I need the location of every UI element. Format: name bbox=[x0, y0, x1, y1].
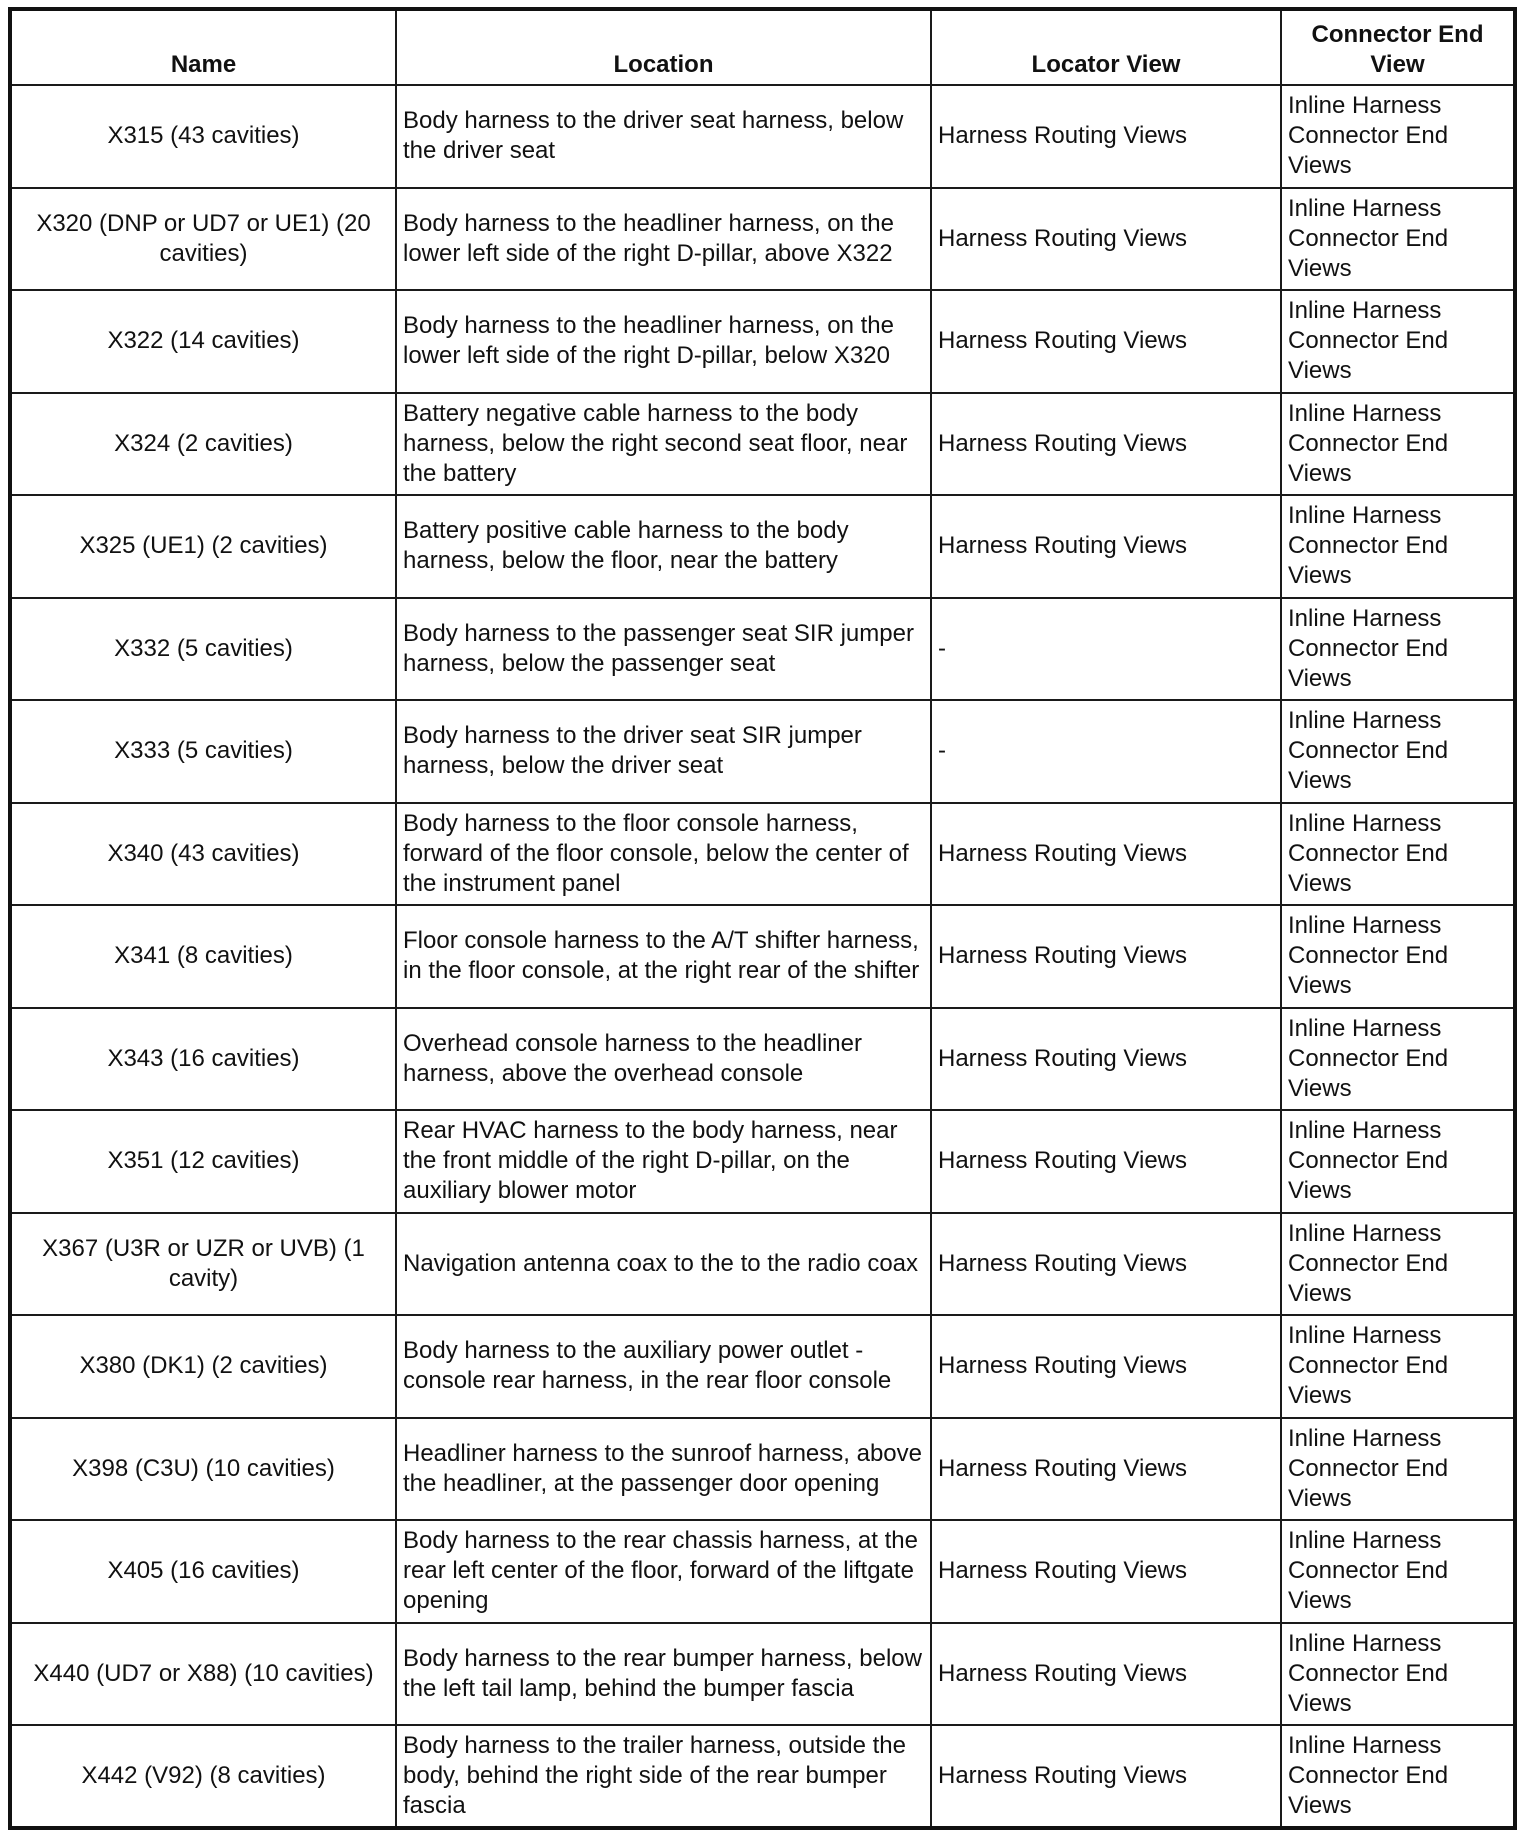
table-row bbox=[10, 598, 1515, 701]
table-row bbox=[10, 1110, 1515, 1213]
table-cell-locator-view: Harness Routing Views bbox=[931, 1008, 1281, 1111]
table-cell-locator-view: Harness Routing Views bbox=[931, 803, 1281, 906]
table-cell-connector-end-view: Inline Harness Connector End Views bbox=[1281, 1110, 1515, 1213]
table-row bbox=[10, 1725, 1515, 1828]
table-cell-name: X351 (12 cavities) bbox=[10, 1110, 396, 1213]
table-row bbox=[10, 1008, 1515, 1111]
header-location: Location bbox=[396, 9, 931, 85]
table-cell-connector-end-view: Inline Harness Connector End Views bbox=[1281, 905, 1515, 1008]
table-row bbox=[10, 1520, 1515, 1623]
table-cell-location: Floor console harness to the A/T shifter harness, in the floor console, at the right rear of the shifter bbox=[396, 905, 931, 1008]
table-cell-connector-end-view: Inline Harness Connector End Views bbox=[1281, 1315, 1515, 1418]
table-cell-connector-end-view: Inline Harness Connector End Views bbox=[1281, 1623, 1515, 1726]
table-cell-connector-end-view: Inline Harness Connector End Views bbox=[1281, 1418, 1515, 1521]
table-cell-locator-view: Harness Routing Views bbox=[931, 85, 1281, 188]
header-name: Name bbox=[10, 9, 396, 85]
table-cell-locator-view: Harness Routing Views bbox=[931, 905, 1281, 1008]
table-cell-location: Rear HVAC harness to the body harness, near the front middle of the right D-pillar, on the auxiliary blower motor bbox=[396, 1110, 931, 1213]
table-cell-name: X320 (DNP or UD7 or UE1) (20 cavities) bbox=[10, 188, 396, 291]
table-cell-name: X343 (16 cavities) bbox=[10, 1008, 396, 1111]
table-cell-locator-view: Harness Routing Views bbox=[931, 290, 1281, 393]
table-cell-location: Body harness to the headliner harness, on the lower left side of the right D-pillar, above X322 bbox=[396, 188, 931, 291]
table-cell-name: X405 (16 cavities) bbox=[10, 1520, 396, 1623]
table-cell-locator-view: Harness Routing Views bbox=[931, 495, 1281, 598]
table-cell-location: Body harness to the floor console harness, forward of the floor console, below the center of the instrument panel bbox=[396, 803, 931, 906]
table-row bbox=[10, 905, 1515, 1008]
table-row bbox=[10, 290, 1515, 393]
table-cell-connector-end-view: Inline Harness Connector End Views bbox=[1281, 85, 1515, 188]
table-cell-location: Body harness to the headliner harness, on the lower left side of the right D-pillar, below X320 bbox=[396, 290, 931, 393]
table-cell-location: Body harness to the rear chassis harness, at the rear left center of the floor, forward of the liftgate opening bbox=[396, 1520, 931, 1623]
table-cell-location: Navigation antenna coax to the to the radio coax bbox=[396, 1213, 931, 1316]
table-cell-locator-view: Harness Routing Views bbox=[931, 1520, 1281, 1623]
table-cell-name: X341 (8 cavities) bbox=[10, 905, 396, 1008]
table-row bbox=[10, 495, 1515, 598]
table-cell-name: X333 (5 cavities) bbox=[10, 700, 396, 803]
table-cell-name: X398 (C3U) (10 cavities) bbox=[10, 1418, 396, 1521]
table-cell-name: X442 (V92) (8 cavities) bbox=[10, 1725, 396, 1828]
table-cell-connector-end-view: Inline Harness Connector End Views bbox=[1281, 1725, 1515, 1828]
table-cell-locator-view: Harness Routing Views bbox=[931, 1213, 1281, 1316]
table-cell-name: X315 (43 cavities) bbox=[10, 85, 396, 188]
table-cell-name: X440 (UD7 or X88) (10 cavities) bbox=[10, 1623, 396, 1726]
table-cell-connector-end-view: Inline Harness Connector End Views bbox=[1281, 803, 1515, 906]
table-cell-name: X322 (14 cavities) bbox=[10, 290, 396, 393]
table-cell-connector-end-view: Inline Harness Connector End Views bbox=[1281, 290, 1515, 393]
table-cell-name: X325 (UE1) (2 cavities) bbox=[10, 495, 396, 598]
table-cell-name: X332 (5 cavities) bbox=[10, 598, 396, 701]
table-cell-location: Battery negative cable harness to the body harness, below the right second seat floor, near the battery bbox=[396, 393, 931, 496]
table-row bbox=[10, 188, 1515, 291]
table-cell-name: X367 (U3R or UZR or UVB) (1 cavity) bbox=[10, 1213, 396, 1316]
table-row bbox=[10, 1315, 1515, 1418]
table-header-row bbox=[10, 9, 1515, 85]
table-cell-location: Body harness to the driver seat harness, below the driver seat bbox=[396, 85, 931, 188]
table-cell-locator-view: Harness Routing Views bbox=[931, 1725, 1281, 1828]
table-cell-location: Overhead console harness to the headliner harness, above the overhead console bbox=[396, 1008, 931, 1111]
connector-table-container bbox=[8, 7, 1517, 1830]
table-cell-connector-end-view: Inline Harness Connector End Views bbox=[1281, 1520, 1515, 1623]
table-cell-name: X380 (DK1) (2 cavities) bbox=[10, 1315, 396, 1418]
table-cell-location: Battery positive cable harness to the body harness, below the floor, near the battery bbox=[396, 495, 931, 598]
header-locator-view: Locator View bbox=[931, 9, 1281, 85]
header-connector-end-view: Connector End View bbox=[1281, 9, 1515, 85]
table-cell-locator-view: Harness Routing Views bbox=[931, 393, 1281, 496]
table-cell-location: Body harness to the rear bumper harness, below the left tail lamp, behind the bumper fascia bbox=[396, 1623, 931, 1726]
table-cell-location: Body harness to the trailer harness, outside the body, behind the right side of the rear bumper fascia bbox=[396, 1725, 931, 1828]
table-cell-location: Headliner harness to the sunroof harness, above the headliner, at the passenger door opening bbox=[396, 1418, 931, 1521]
table-cell-location: Body harness to the driver seat SIR jumper harness, below the driver seat bbox=[396, 700, 931, 803]
table-cell-locator-view: - bbox=[931, 700, 1281, 803]
table-cell-connector-end-view: Inline Harness Connector End Views bbox=[1281, 1213, 1515, 1316]
table-cell-locator-view: Harness Routing Views bbox=[931, 188, 1281, 291]
connector-table bbox=[8, 7, 1517, 1830]
table-cell-connector-end-view: Inline Harness Connector End Views bbox=[1281, 598, 1515, 701]
table-cell-connector-end-view: Inline Harness Connector End Views bbox=[1281, 188, 1515, 291]
table-row bbox=[10, 803, 1515, 906]
table-cell-locator-view: Harness Routing Views bbox=[931, 1110, 1281, 1213]
table-row bbox=[10, 1623, 1515, 1726]
table-cell-name: X340 (43 cavities) bbox=[10, 803, 396, 906]
table-cell-connector-end-view: Inline Harness Connector End Views bbox=[1281, 700, 1515, 803]
table-cell-locator-view: Harness Routing Views bbox=[931, 1418, 1281, 1521]
table-row bbox=[10, 700, 1515, 803]
table-cell-location: Body harness to the passenger seat SIR jumper harness, below the passenger seat bbox=[396, 598, 931, 701]
table-row bbox=[10, 1418, 1515, 1521]
table-cell-location: Body harness to the auxiliary power outlet - console rear harness, in the rear floor console bbox=[396, 1315, 931, 1418]
table-cell-name: X324 (2 cavities) bbox=[10, 393, 396, 496]
table-cell-locator-view: Harness Routing Views bbox=[931, 1623, 1281, 1726]
table-row bbox=[10, 1213, 1515, 1316]
table-row bbox=[10, 393, 1515, 496]
table-cell-connector-end-view: Inline Harness Connector End Views bbox=[1281, 1008, 1515, 1111]
table-cell-connector-end-view: Inline Harness Connector End Views bbox=[1281, 393, 1515, 496]
table-cell-locator-view: - bbox=[931, 598, 1281, 701]
table-cell-locator-view: Harness Routing Views bbox=[931, 1315, 1281, 1418]
table-cell-connector-end-view: Inline Harness Connector End Views bbox=[1281, 495, 1515, 598]
table-row bbox=[10, 85, 1515, 188]
